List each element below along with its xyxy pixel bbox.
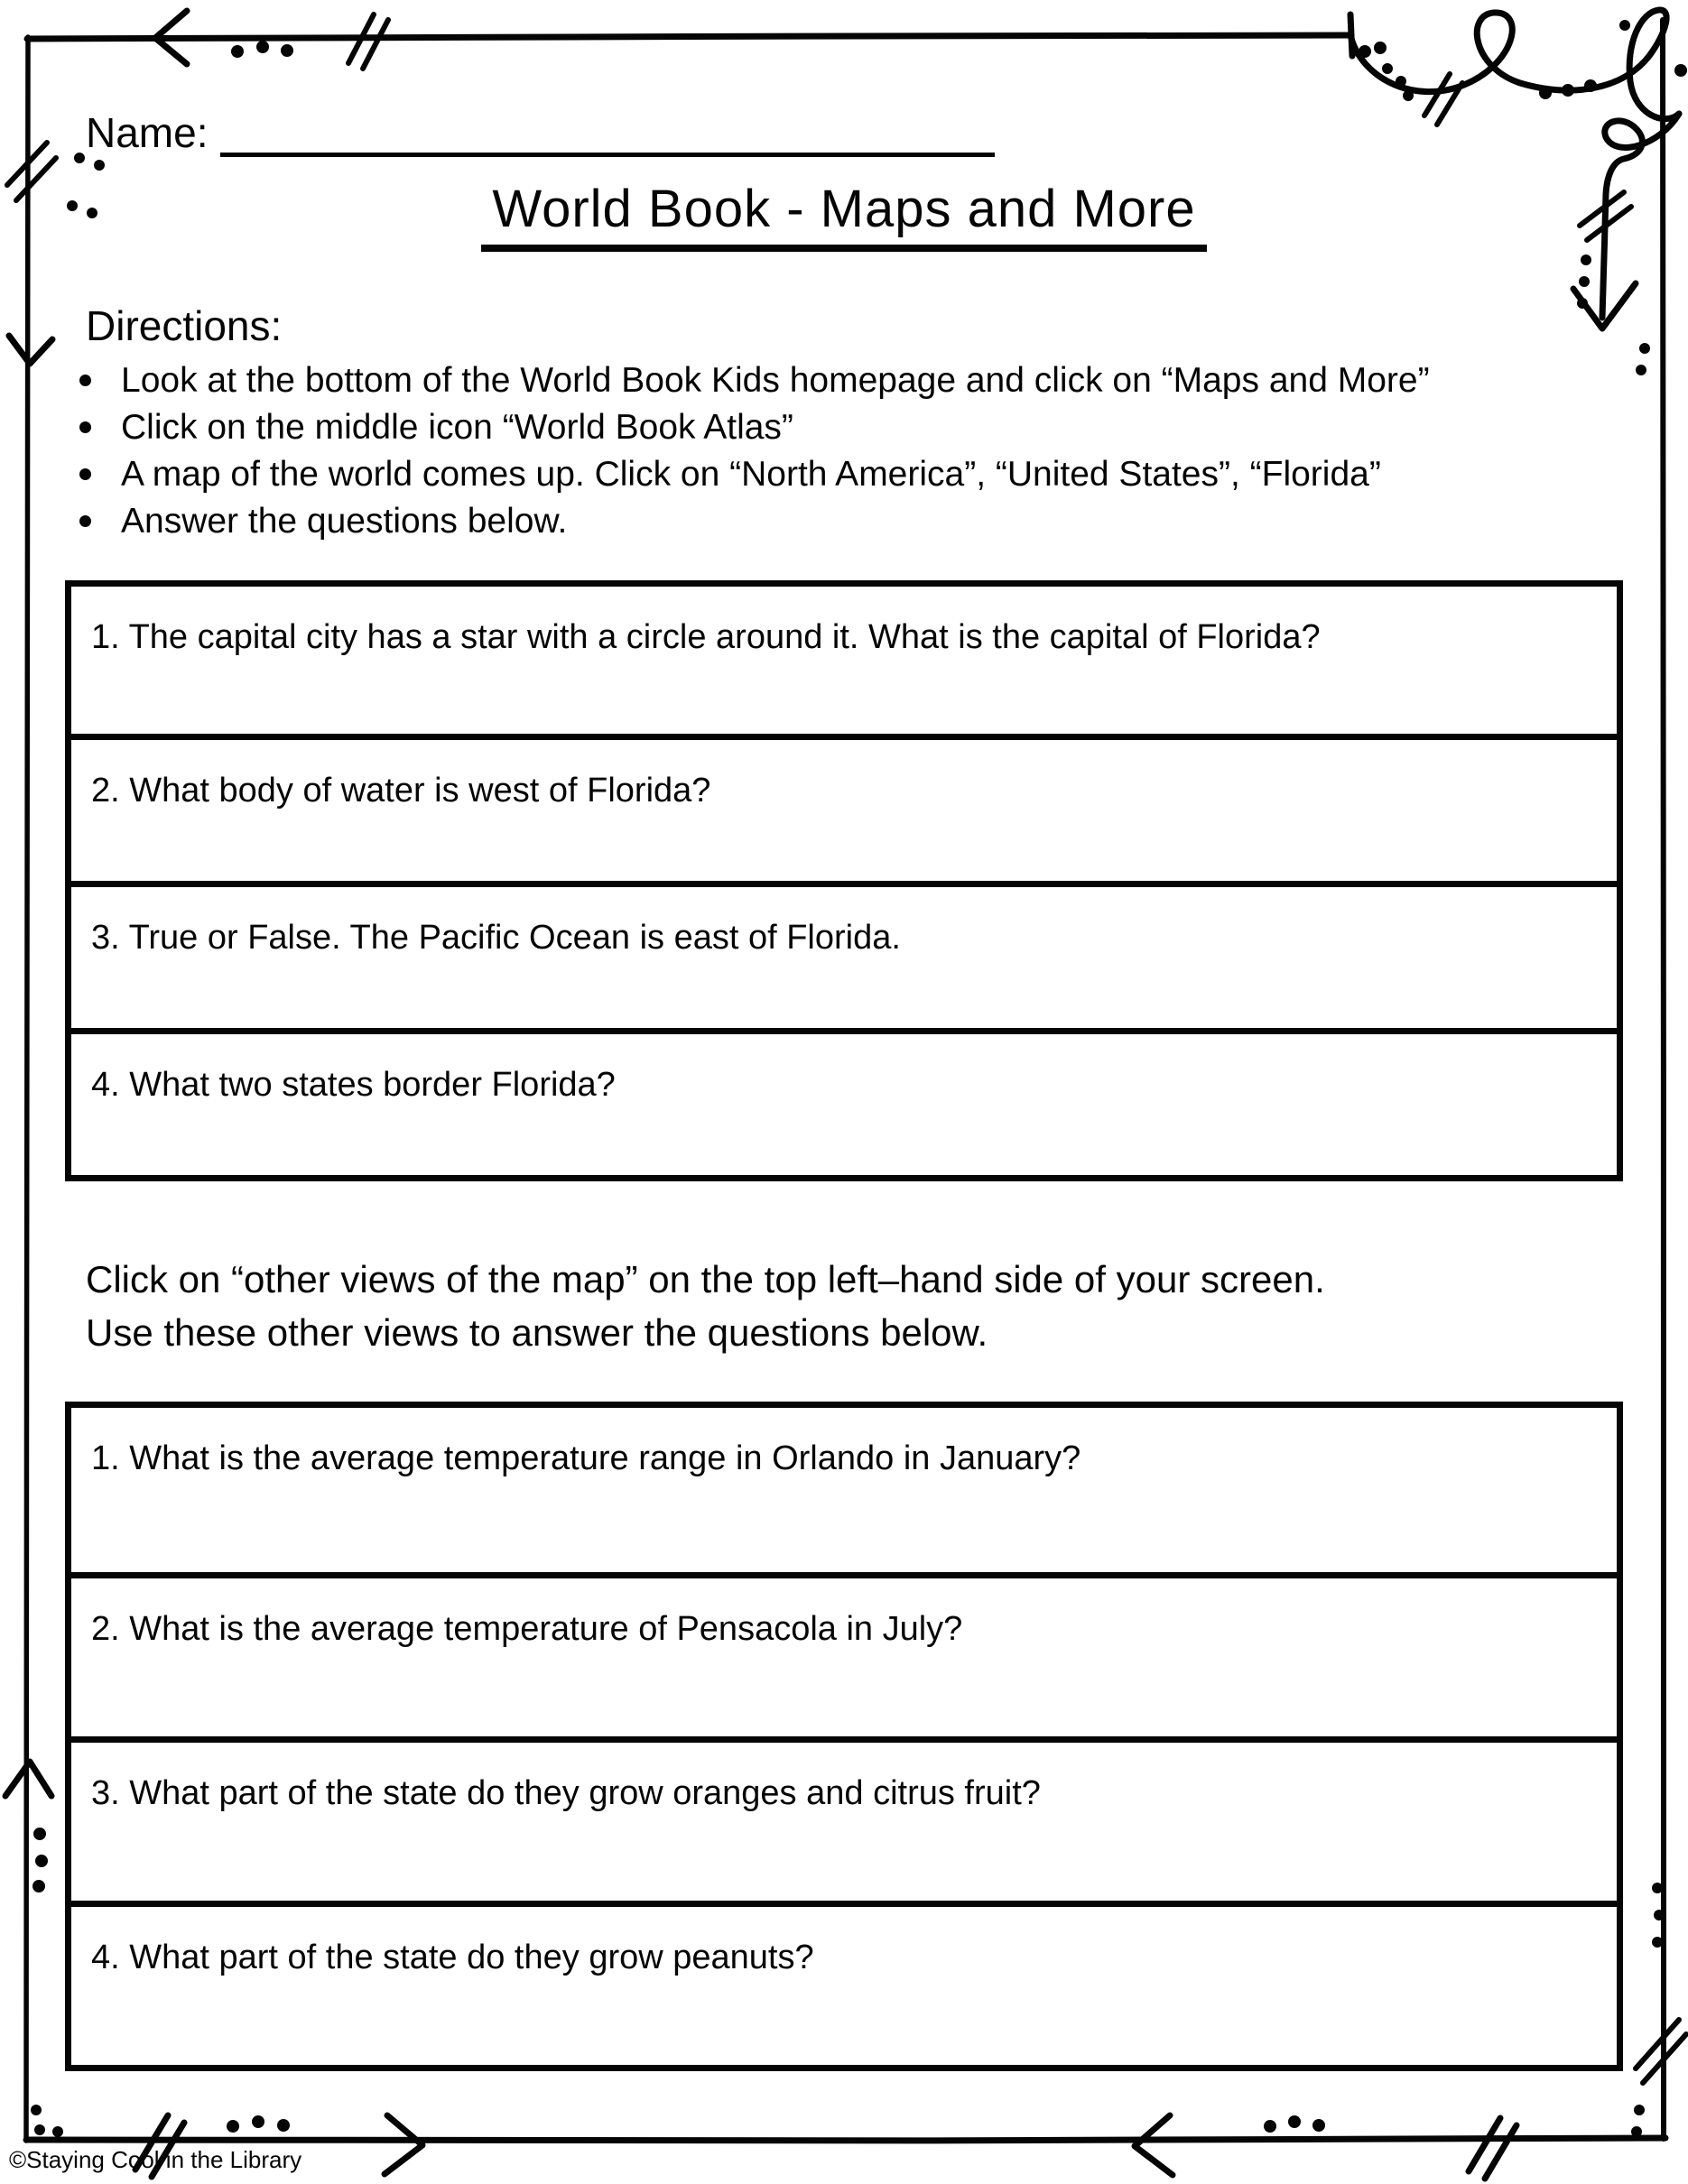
instruction-line: Click on “other views of the map” on the top left–hand side of your screen. — [86, 1258, 1325, 1300]
page-title: World Book - Maps and More — [481, 179, 1206, 252]
hash-marks-icon — [1469, 2118, 1516, 2179]
direction-item: Look at the bottom of the World Book Kids homepage and click on “Maps and More” — [79, 357, 1430, 404]
question-text: 1. The capital city has a star with a circle around it. What is the capital of Florida? — [91, 618, 1321, 656]
doodle-swirl — [1350, 10, 1679, 119]
question-text: 4. What part of the state do they grow peanuts? — [91, 1939, 814, 1976]
instruction-line: Use these other views to answer the questions below. — [86, 1311, 988, 1354]
name-label: Name: — [86, 109, 209, 156]
footer-credit: ©Staying Cool in the Library — [9, 2146, 302, 2173]
border-top-line — [27, 35, 1350, 39]
question-cell[interactable] — [71, 1736, 1617, 1901]
arrow-down-icon — [1573, 283, 1636, 329]
bullet-icon — [79, 468, 91, 480]
question-text: 3. What part of the state do they grow oranges and citrus fruit? — [91, 1774, 1041, 1812]
map-questions-table — [65, 580, 1623, 1181]
bullet-icon — [79, 421, 91, 433]
question-text: 1. What is the average temperature range in Orlando in January? — [91, 1439, 1081, 1477]
name-row — [86, 105, 995, 161]
arrow-down-icon — [9, 336, 52, 364]
chevron-left-icon — [155, 11, 187, 64]
hash-marks-icon — [1636, 2020, 1686, 2083]
border-bottom-line — [26, 2138, 1665, 2142]
other-views-instructions — [86, 1253, 1325, 1359]
question-text: 4. What two states border Florida? — [91, 1066, 616, 1104]
question-cell[interactable] — [71, 881, 1617, 1028]
directions-heading: Directions: — [86, 302, 283, 349]
question-cell[interactable] — [71, 1028, 1617, 1175]
question-cell[interactable] — [71, 1408, 1617, 1572]
directions-list — [79, 357, 1430, 545]
direction-item: Answer the questions below. — [79, 498, 1430, 545]
doodle-swirl — [1350, 14, 1352, 56]
direction-item: Click on the middle icon “World Book Atlas” — [79, 404, 1430, 451]
question-text: 2. What body of water is west of Florida? — [91, 772, 711, 810]
question-cell[interactable] — [71, 734, 1617, 881]
arrow-up-icon — [5, 1762, 51, 1796]
other-views-questions-table — [65, 1402, 1623, 2071]
border-right-line — [1663, 20, 1664, 2139]
border-left-line — [26, 37, 28, 2141]
question-cell[interactable] — [71, 587, 1617, 734]
question-cell[interactable] — [71, 1572, 1617, 1736]
hash-marks-icon — [348, 14, 388, 69]
direction-item: A map of the world comes up. Click on “North America”, “United States”, “Florida” — [79, 451, 1430, 498]
bullet-icon — [79, 375, 91, 386]
chevron-left-icon — [1135, 2115, 1173, 2175]
bullet-icon — [79, 515, 91, 527]
question-text: 3. True or False. The Pacific Ocean is east of Florida. — [91, 919, 901, 957]
title-block — [0, 179, 1688, 252]
question-cell[interactable] — [71, 1901, 1617, 2065]
name-write-line[interactable] — [220, 153, 995, 157]
chevron-right-icon — [385, 2115, 422, 2174]
hash-marks-icon — [1424, 74, 1462, 125]
question-text: 2. What is the average temperature of Pensacola in July? — [91, 1610, 963, 1648]
